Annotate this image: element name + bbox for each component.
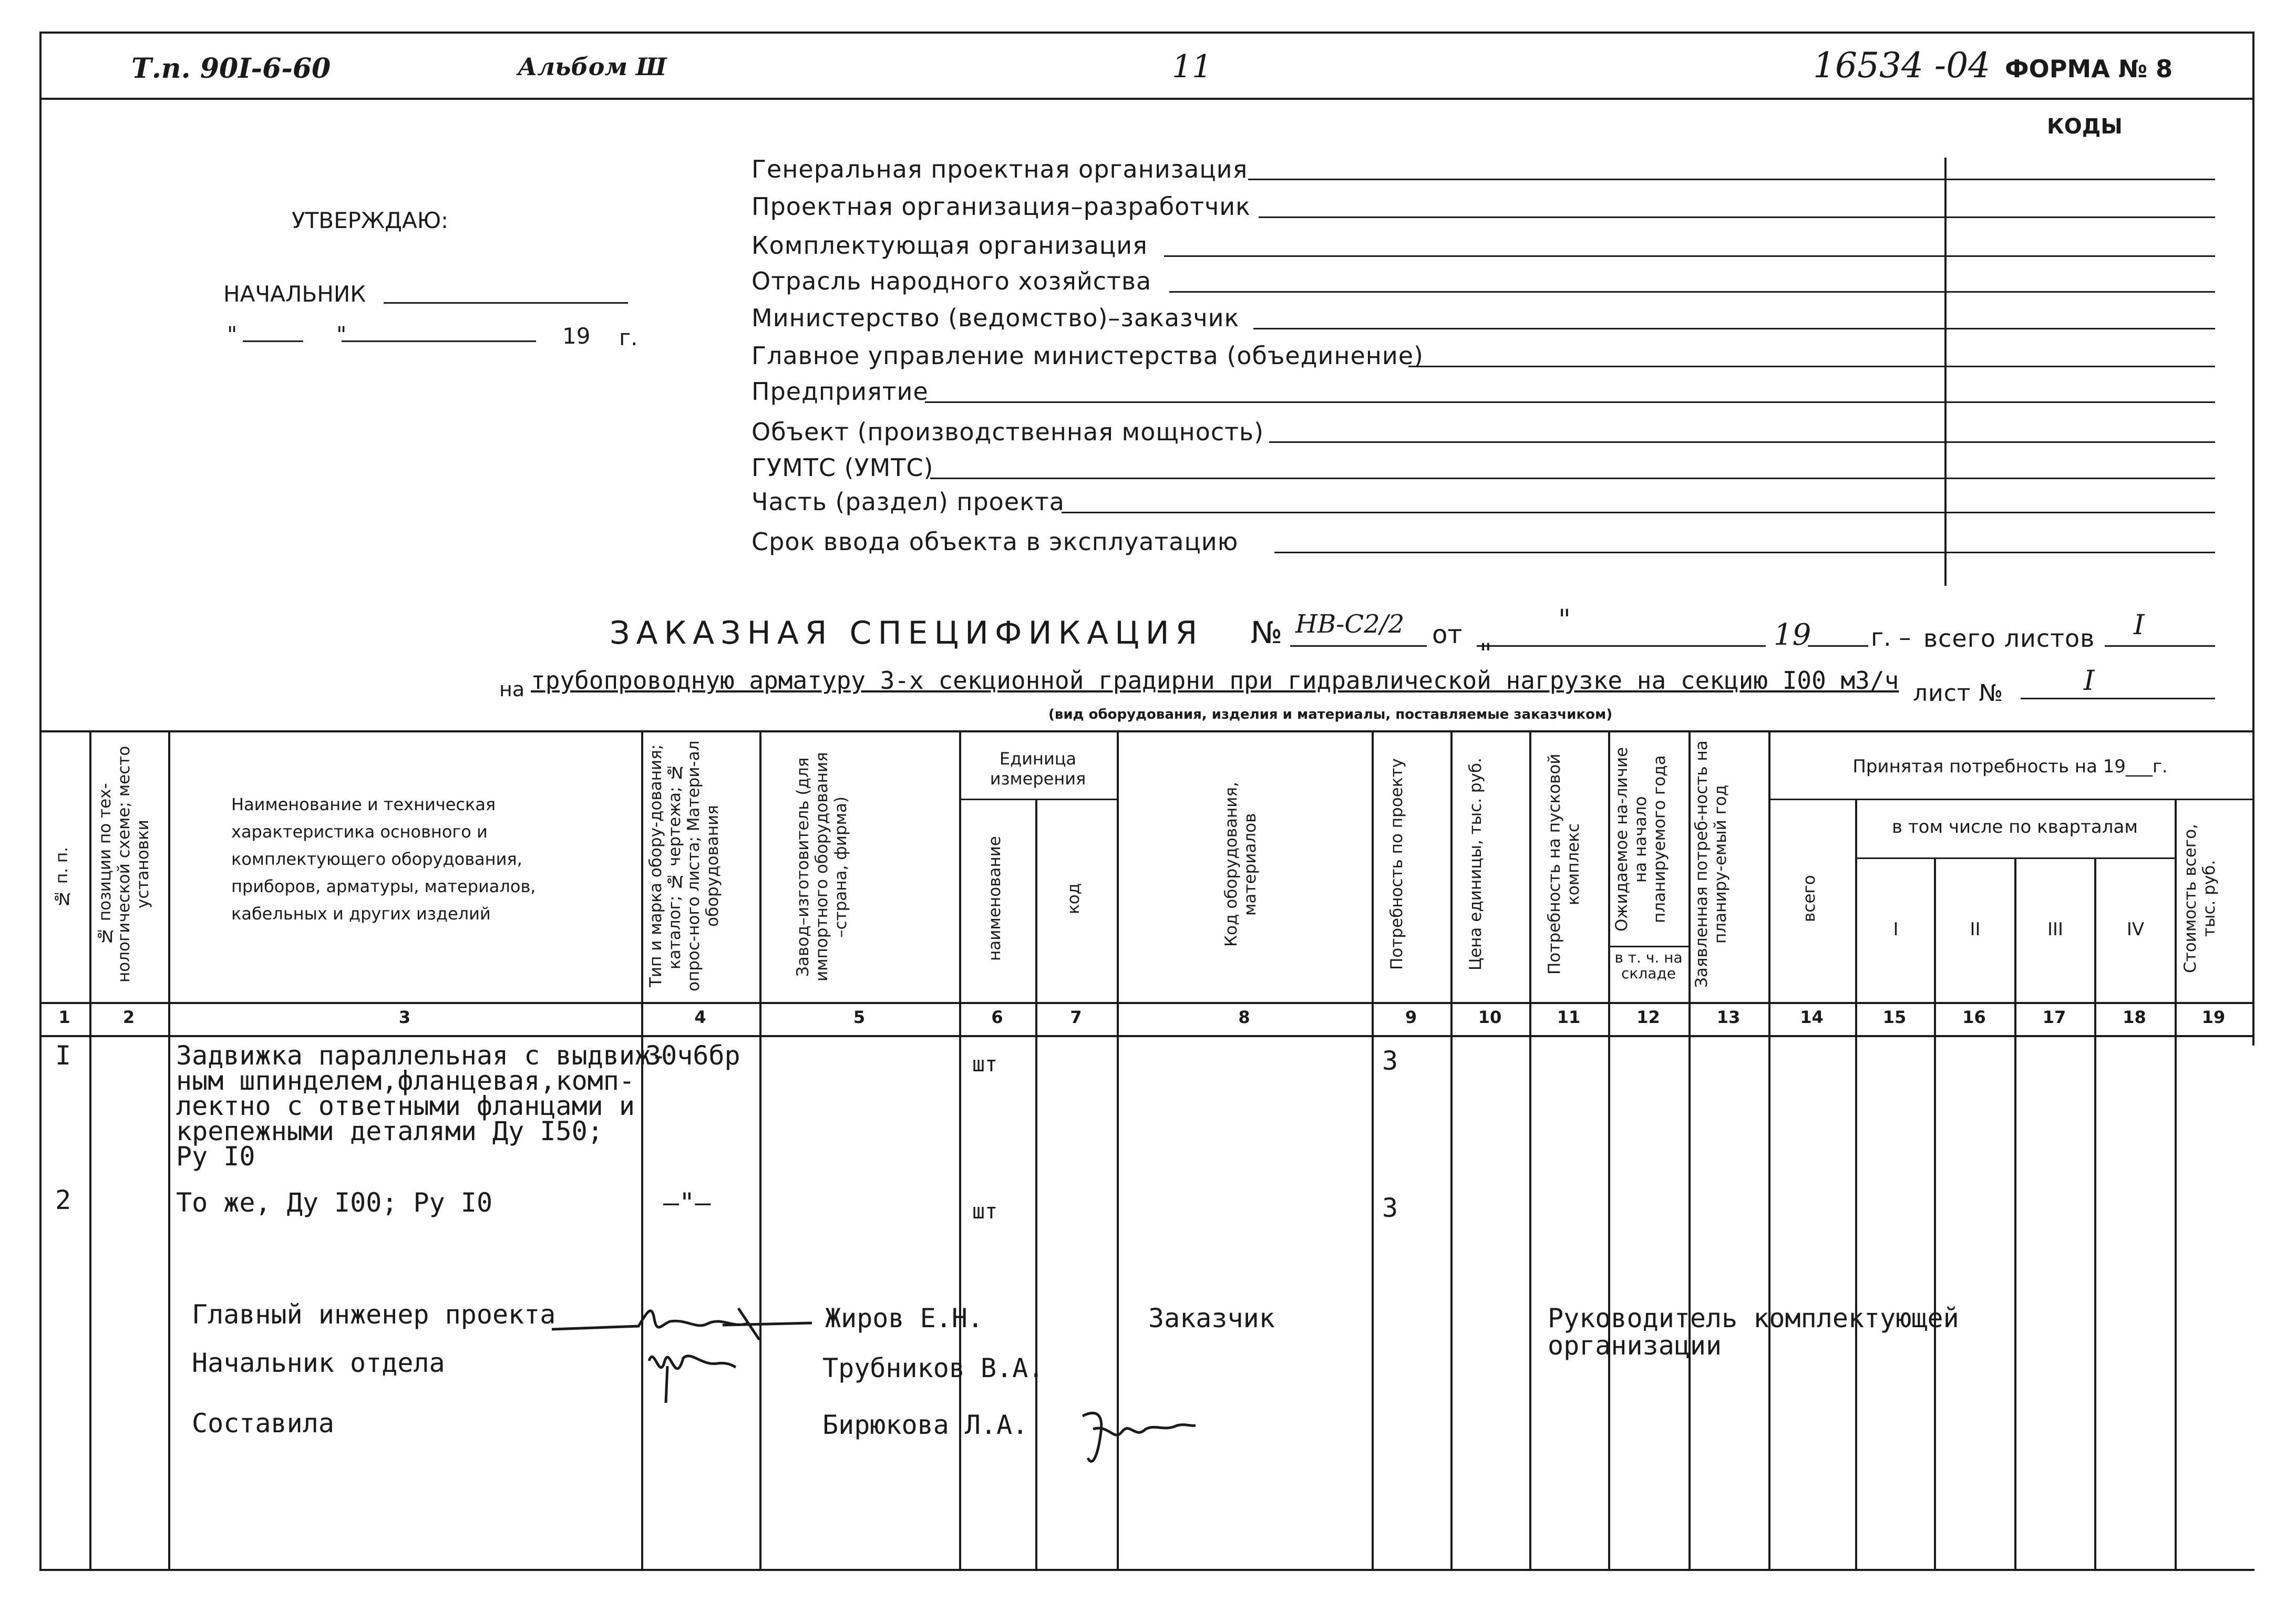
column-number: 14 — [1800, 1007, 1824, 1027]
column-number: 11 — [1557, 1007, 1581, 1027]
column-number: 15 — [1882, 1007, 1907, 1027]
col-header-1: № п. п. — [53, 847, 71, 908]
org-field-label: Часть (раздел) проекта — [751, 488, 1065, 516]
customer-label: Заказчик — [1148, 1303, 1275, 1333]
chief-signature-line — [384, 302, 628, 304]
row-name-line: Ру I0 — [176, 1141, 255, 1172]
column-number: 5 — [853, 1007, 866, 1027]
quarter-3-header: III — [2047, 919, 2064, 940]
org-field-label: Отрасль народного хозяйства — [751, 267, 1152, 295]
column-number: 16 — [1962, 1007, 1986, 1027]
spec-from-label: от — [1432, 620, 1463, 649]
total-sheets-value: I — [2134, 609, 2145, 641]
spec-date-quote: " — [1558, 604, 1571, 636]
org-field-label: Министерство (ведомство)–заказчик — [751, 304, 1240, 332]
col-header-10: Цена единицы, тыс. руб. — [1466, 758, 1485, 971]
col-header-6: наименование — [985, 836, 1004, 961]
spec-subject: трубопроводную арматуру 3-х секционной градирни при гидравлической нагрузке на секцию I00 м3/ч — [531, 666, 1899, 695]
row-name-line: ным шпинделем,фланцевая,комп- — [176, 1066, 635, 1096]
col-header-13: Заявленная потреб-ность на планиру-емый год — [1692, 740, 1730, 988]
column-number: 6 — [991, 1007, 1003, 1027]
row-unit: шт — [972, 1052, 998, 1077]
codes-label: КОДЫ — [2047, 115, 2123, 139]
column-number: 8 — [1238, 1007, 1250, 1027]
spec-year-prefix: 19 — [1774, 618, 1811, 652]
spec-number-label: № — [1251, 615, 1283, 650]
spec-number-value: НВ-С2/2 — [1295, 609, 1405, 639]
row-unit: шт — [972, 1200, 998, 1224]
row-name-line: Задвижка параллельная с выдвиж- — [176, 1040, 667, 1071]
compiler-signature — [1072, 1400, 1198, 1474]
col-header-4: Тип и марка обору-дования; каталог; № чертежа; № опрос-ного листа; Матери-ал оборудования — [646, 740, 722, 991]
sheet-number-value: I — [2084, 665, 2095, 697]
department-head-signature — [644, 1340, 738, 1408]
form-label: ФОРМА № 8 — [2005, 55, 2173, 83]
signature-role: Начальник отдела — [192, 1348, 445, 1378]
signature-name: Бирюкова Л.А. — [822, 1410, 1028, 1440]
column-number: 2 — [122, 1007, 135, 1027]
col-header-3: Наименование и техническая характеристика основного и комплектующего оборудования, приборов, арматуры, материалов, кабельных и других изделий — [231, 794, 536, 924]
col-header-14: всего — [1800, 875, 1819, 922]
approval-year-prefix: 19 — [562, 323, 591, 349]
org-field-label: Предприятие — [751, 377, 929, 406]
org-field-label: Проектная организация–разработчик — [751, 192, 1251, 221]
date-quote-open: " — [227, 322, 238, 347]
col-header-19: Стоимость всего, тыс. руб. — [2181, 824, 2219, 973]
album-label: Альбом Ш — [518, 53, 667, 81]
quarter-1-header: I — [1893, 919, 1899, 940]
column-number: 18 — [2123, 1007, 2146, 1027]
row-name-line: лектно с ответными фланцами и — [176, 1091, 635, 1121]
row-name-line: крепежными деталями Ду I50; — [176, 1116, 603, 1146]
accepted-group-header: Принятая потребность на 19___г. — [1852, 756, 2168, 777]
date-quote-close: " — [336, 322, 347, 347]
col-header-11: Потребность на пусковой комплекс — [1545, 753, 1583, 975]
chief-label: НАЧАЛЬНИК — [223, 281, 366, 307]
column-number: 3 — [398, 1007, 411, 1027]
sheet-number-label: лист № — [1913, 680, 2004, 707]
col-header-12-top: Ожидаемое на-личие на начало планируемого года — [1612, 747, 1669, 932]
row-name-line: То же, Ду I00; Ру I0 — [176, 1187, 493, 1218]
column-number: 19 — [2201, 1007, 2226, 1027]
column-number: 17 — [2042, 1007, 2066, 1027]
unit-group-header: Единица измерения — [990, 749, 1086, 789]
org-field-label: Объект (производственная мощность) — [751, 418, 1264, 446]
signature-name: Жиров Е.Н. — [825, 1303, 984, 1333]
org-field-label: ГУМТС (УМТС) — [751, 453, 934, 482]
row-number: 2 — [55, 1185, 71, 1215]
signature-role: Главный инженер проекта — [192, 1299, 556, 1330]
column-number: 12 — [1636, 1007, 1660, 1027]
spec-subject-note: (вид оборудования, изделия и материалы, поставляемые заказчиком) — [1048, 707, 1613, 722]
col-header-8: Код оборудования, материалов — [1222, 782, 1260, 947]
col-header-9: Потребность по проекту — [1387, 758, 1406, 970]
row-qty: 3 — [1382, 1046, 1398, 1076]
tp-number: Т.п. 90I-6-60 — [131, 53, 331, 85]
doc-code: 16534 -04 — [1813, 45, 1991, 86]
row-type: –"– — [663, 1187, 711, 1218]
quarters-group-header: в том числе по кварталам — [1892, 816, 2138, 837]
head-label: организации — [1548, 1330, 1722, 1361]
approval-year-suffix: г. — [619, 325, 638, 350]
head-label: Руководитель комплектующей — [1548, 1303, 1959, 1333]
col-header-2: № позиции по тех-нологической схеме; место установки — [96, 746, 152, 983]
org-field-label: Генеральная проектная организация — [751, 155, 1248, 183]
signature-role: Составила — [192, 1408, 334, 1439]
column-number: 4 — [694, 1007, 706, 1027]
column-number: 9 — [1405, 1007, 1417, 1027]
row-qty: 3 — [1382, 1193, 1398, 1223]
signature-name: Трубников В.А. — [822, 1353, 1044, 1383]
column-number: 7 — [1070, 1007, 1082, 1027]
spec-title: ЗАКАЗНАЯ СПЕЦИФИКАЦИЯ — [610, 615, 1204, 652]
org-field-label: Главное управление министерства (объединение) — [751, 342, 1424, 370]
org-field-label: Срок ввода объекта в эксплуатацию — [751, 528, 1239, 556]
col-header-5: Завод–изготовитель (для импортного оборудования –страна, фирма) — [794, 752, 850, 982]
column-number: 13 — [1716, 1007, 1741, 1027]
approve-label: УТВЕРЖДАЮ: — [292, 208, 449, 233]
total-sheets-label: всего листов — [1923, 624, 2095, 653]
quarter-4-header: IV — [2126, 919, 2145, 940]
column-number: 10 — [1478, 1007, 1502, 1027]
page-number: 11 — [1172, 48, 1212, 85]
org-field-label: Комплектующая организация — [751, 231, 1148, 260]
row-type: 30ч6бр — [645, 1040, 740, 1071]
spec-year-suffix: г. – — [1871, 623, 1911, 652]
spec-on-label: на — [499, 678, 525, 701]
row-number: I — [55, 1040, 71, 1071]
col-header-7: код — [1064, 883, 1083, 914]
codes-divider — [1944, 158, 1947, 586]
col-header-12-bottom: в т. ч. на складе — [1614, 949, 1683, 982]
column-number: 1 — [58, 1007, 70, 1027]
quarter-2-header: II — [1970, 919, 1981, 940]
